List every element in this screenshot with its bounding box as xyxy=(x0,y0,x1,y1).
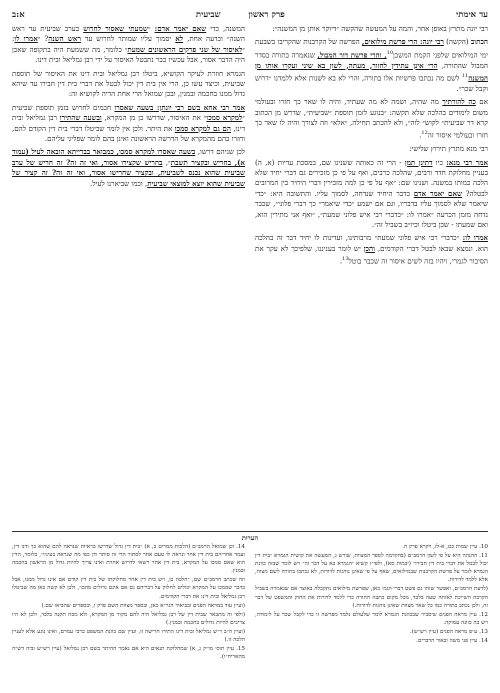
text-run: כדבר היחיד שנדחה, לסמוך עליו. והתשובה היא: ״כדי שיאמר שלא לסמוך עליו בדבריו, וגם אם ישמע ״כדי שיאמר״ כך דברי פלוני״, שכבר נדחה מזמן הכרעה ״אמרו לו: ״כדברי רבי איש פלוני שמעת״, ״ואף אני מתירין הוא, ואם שמעתו - שכן ביטלו וכיו״ב בשביל זה״. xyxy=(255,188,488,229)
text-run: לאיסור של שני פרקים הראשונים שמעת xyxy=(127,44,243,54)
text-run: הכתוב xyxy=(470,37,488,47)
text-paragraph xyxy=(255,233,488,267)
footnote: (ועיין ה״ב ר״ש גמליאל ובית דינו התירו חרישה זו, ועיין שם כוונת המשפט ברבי עמרם, ואינו נוגע אלא לעניין הלכה זו.) xyxy=(12,628,245,644)
footnote: 11. ההנהה היא על פי לשון הרמב״ם (בהקדמה לספר המצוות, שורש ג, המעשה את קושית הגמרא ״בית דין יכול לבטל את דברי בית דין חבירו״ (יבמות סא), ולפי״ז קשיא ״הגמרא בא על דבר זה״ ויש לומר שבזה כוונת הגמרא לומר על פרשת הקרבנות שבמילואים, שאף על פי שאינן נוהגות לדורות, לא נכתבו בתורה לשם מצוה, אלא ללמד לדורות. xyxy=(255,553,488,584)
text-run: . xyxy=(339,256,343,266)
text-run: למקרא סמכו xyxy=(206,113,243,123)
text-run: הגמרא חוזרת לעיקר הקושיא, ביטלו רבן גמליאל ובית דינו את האיסור של תוספת שביעית, וכיצד עשו כן, הרי אין בית דין יכול לבטל את דברי בית דין חבירו עד שיהא גדול ממנו בחכמה ובמנין, ובכן שמואל הרי אחת הדיה לקושיא זה: xyxy=(12,68,245,99)
text-run: ועקרו אותו מן המשנה xyxy=(255,60,488,83)
footnotes xyxy=(12,543,488,685)
text-run: רבי יונה מתרץ באופן אחר, והמה על המעשה שהקשה ״דיוקר אותן מן המשנה״: xyxy=(272,24,488,33)
running-head-right: עד אימתי xyxy=(456,9,488,20)
page-header xyxy=(12,6,488,22)
text-paragraph xyxy=(12,69,245,100)
text-paragraph xyxy=(255,158,488,231)
text-run: שנאמרה בתורה בסדר המבול שהתורה, xyxy=(255,50,488,70)
text-run: שמעתי שאסור לחרוש xyxy=(83,24,148,33)
text-run: אמר רבי אחא בשם רבי יונתן: בשעה שאסרו xyxy=(114,102,246,112)
text-run: שאם יאמר אדם xyxy=(413,188,463,198)
text-paragraph xyxy=(12,147,245,189)
text-run: ״ כלומר, מה ששמעת היה בתקופה שאכן היה הדבר אסור, אבל עכשיו כבר נתבטל האיסור על ידי רבן גמליאל ובית דינו. xyxy=(12,44,245,65)
text-run: אם xyxy=(475,97,488,107)
footnote: (ולפי זה מתבאר שבית דין של רבן גמליאל היה להם מקור מן המקרא, ולא מכח תקנה בלבד, ולכן לא היו צריכים להיות גדולים בחכמה ובמנין.) xyxy=(12,611,245,626)
text-run: ? ״ xyxy=(37,34,49,44)
chapter-label: פרק ראשון xyxy=(248,9,285,20)
text-run: אמר רבי מנא: xyxy=(446,157,488,167)
text-run: ובשעה שהתירו xyxy=(59,113,102,123)
text-run: למקרא סמכו, כמבואר בברייתא הובאה לעיל (עמוד א), בחריש ובקציר תשבת xyxy=(12,147,245,167)
text-run: ״כדברי רבי איש פלוני שמעת״ מרבותינו, ועדינות לו יחיד דבר זה בהלכה הוא. ונמצא שבאו לבטל דברי הקודמים, xyxy=(255,233,488,253)
text-paragraph xyxy=(255,144,488,154)
footnote: וזה שכתב הרמב״ם שם, ״הלכה כן, ויש בית דין אחר מחלוקתו של בית דין קודם אם אינו גדול ממנו, אבל בדבר שסמכו על המקרא יכולים לחלוק על דבריהם גם אם אינם גדולים מהם״, ולכן לא קשה כאן מה שביטלו רבן גמליאל ובית דינו את דברי הקודמים. xyxy=(12,577,245,600)
text-run: חכמים לחרוש בזמן תוספת שביעית ״ xyxy=(12,102,245,123)
text-run: בערב שביעית עד ראש השנה״ וכדעה אחת, xyxy=(12,24,245,44)
notes-heading: הערות xyxy=(241,534,259,542)
footnote-marker: 10 xyxy=(386,49,394,56)
text-run: ״, xyxy=(162,157,171,167)
text-run: לא xyxy=(175,34,184,44)
text-paragraph xyxy=(255,24,488,34)
left-text-column xyxy=(12,24,245,524)
text-run: : ״ xyxy=(12,34,245,54)
text-run: ״ את האיסור, שדרשו כן מן המקרא, xyxy=(101,113,207,123)
text-run: המשנה, כדי xyxy=(206,24,245,33)
footnote: 14. עיין פני משה ובאור הדברים. xyxy=(416,638,488,645)
text-run: הרי אינן עתידין לחזור, מעתה, לשון בא שיני xyxy=(297,60,438,70)
text-run: כה להורתיך xyxy=(442,97,476,107)
text-run: אמרו לו: xyxy=(462,233,488,243)
text-run: (הקשה) xyxy=(443,37,471,47)
text-run: יש לומר בעניננו, שלפיכך לא עקר את הסיבור לגמרי, ויהיו בזה לשים איסור זה שכבר בוטל xyxy=(255,243,488,266)
text-run: כיו xyxy=(432,157,447,167)
footnote: 13. ע״פ מראה הפנים (עיין רש״ש). xyxy=(409,628,488,635)
text-run: רבן גמליאל ובית דינו, xyxy=(12,113,245,133)
text-run: מה שהיה, ושמה לא מה שעתיד, והיה לו שאר כך חזרו ובעולמי משום לימודים בהלכה שלא תקשה: ״בנוגע לזמן תוספת ״שביעית״, שדרש מן הכתוב קרא דר שביעית״ לקוש״ לוה״, ולא להכתב תחילה, ״אלא״ וזה לצורך והיה לו שאר כך חזרו ובעולמי איסור זה xyxy=(255,97,488,140)
text-run: רבי יונה: הרי פרשת מילואים, xyxy=(361,37,444,47)
text-run: , והרי פרשת דור המבול, xyxy=(317,50,387,60)
folio-number: א:ב xyxy=(12,9,25,20)
text-paragraph xyxy=(12,103,245,145)
footnote-marker: 13 xyxy=(342,256,349,263)
right-text-column xyxy=(255,24,488,524)
text-run: ראש השנה xyxy=(48,34,81,44)
footnote: 10. עיין שמות כט, א-לז, ויקרא פרק ח. xyxy=(402,544,488,550)
text-run: לשם מה נכתבו פרשיות אלו בתורה, והרי לא בא לשנות אלא ללמדנו ״דרוש וקבל שכר״. xyxy=(255,73,488,93)
text-run: בחריש שקצירו אסור, ואי זה זה? זה חריש של ערב שביעית שהוא נכנס לשביעית, ובקציר שחרישו אסור, ואי זה זה? זה קציר של שביעית שהוא יוצא למוצאי שביעית xyxy=(12,157,245,188)
text-run: יסמוך עליו שמותר לחרוש עד xyxy=(80,34,176,44)
text-run: הפרשה של הקרבנות שהקריבו בשבעת ימי המילואים שלפני הקמת המשכן xyxy=(255,37,488,60)
text-run: את היתר. ולכן אין לומר שביטלו דברי בית דין הקודם להם, וחזרו בהם מהמקרא של הדרשה הראשונה ואינן בהם לומר שפליגי עליהם. xyxy=(12,123,245,144)
main-text xyxy=(12,24,488,524)
text-run: דתינן תמן xyxy=(404,157,433,167)
text-paragraph xyxy=(255,97,488,141)
text-run: - הרי זה כאותה ששנינו שם, במסכת עדיות (א, ה) בעניין מחלוקת חדד ורבים, שהלכה כרבים, ואף על פי כן מזכירים גם דברי יחיד שלא הלכה כמותו במשנה. ושנינו שם: ״אף על פי כן למה מזכירין דברי היחיד בין המרובים לבטלה? xyxy=(255,157,488,198)
running-head-center xyxy=(196,9,285,20)
footnote: (לדעת הרמב״ם, ואפשר שזהו גם פשט דברי הגמ׳ כאן, שפרשת מילואים נתקבלה באוצר אם שנאמרה בשביל הקרבה השייכת לאותה שעה בלבד, מכל מקום כתבה התורה כדי ללמד לדורות את החוק והמשפט של דבר זה, ולכן נכתב בתורה כמו כל שאר מצוות שאינן נוהגות לדורות.) xyxy=(255,586,488,609)
footnote: (ועיין עוד במראה הפנים ובביאור הגר״א כאן, ובספר מצוות השם פרק ו, ובספרים שהביאו שם.) xyxy=(41,602,245,609)
text-run: בשעה שאסרו xyxy=(157,147,196,157)
text-run: אמרו לו xyxy=(14,34,38,44)
text-paragraph xyxy=(255,37,488,94)
footnote-marker: 11 xyxy=(461,72,469,79)
tractate-label: שביעית xyxy=(195,9,221,20)
footnotes-left-column xyxy=(12,543,245,685)
text-run: הם גם למקרא סמכו xyxy=(174,123,231,133)
text-paragraph xyxy=(12,24,245,66)
text-run: . xyxy=(419,130,422,140)
notes-divider xyxy=(12,531,488,532)
text-run: לכן שניהם דרשו, xyxy=(195,147,245,157)
text-run: והכן xyxy=(363,243,375,253)
footnote-marker: 12 xyxy=(421,130,428,137)
footnote: 14. וכן שמואל הרמב״ם (הלכות ממרים ב, א) ״בית דין גדול שדרשו בראיות שנראה להם שהוא כך ודנו דין, ועמד אחריהם בית דין אחר ונראה לו טעם אחר לסתור הרי זה סותר ודן כפי מה שנראה בעיניו״, כלומר, הדין הוא שאם סמכו על המקרא, בית דין אחר רשאי לדרוש אחרת ואינו צריך להיות גדול מן הראשון בחכמה ובמנין. xyxy=(12,544,245,575)
text-run: , וכמו שביארנו לעיל. xyxy=(89,178,148,188)
footnote: 12. עיין מראה הפנים שיסביר שבכוונת הגמרא לומר שלעולם נלמד מפרשה זו כדי לקבל שכר על לימודה, ויש בה כוונה עמוקה. xyxy=(255,611,488,626)
footnote: 15. עיין תוס׳ מו״ק ג, א) שמחלוקת תנאים היא אם נאמר ההיתר בשם רבן גמליאל (עיין רש״ש וביה דש״ה מהאריח״ו). xyxy=(12,646,245,661)
footnotes-right-column xyxy=(255,543,488,685)
text-run: שאם יאמר אדם: xyxy=(154,24,207,33)
text-run: ״ xyxy=(147,24,155,33)
text-run: רבי מנא מתרץ תירוץ שלישי: xyxy=(409,144,488,154)
